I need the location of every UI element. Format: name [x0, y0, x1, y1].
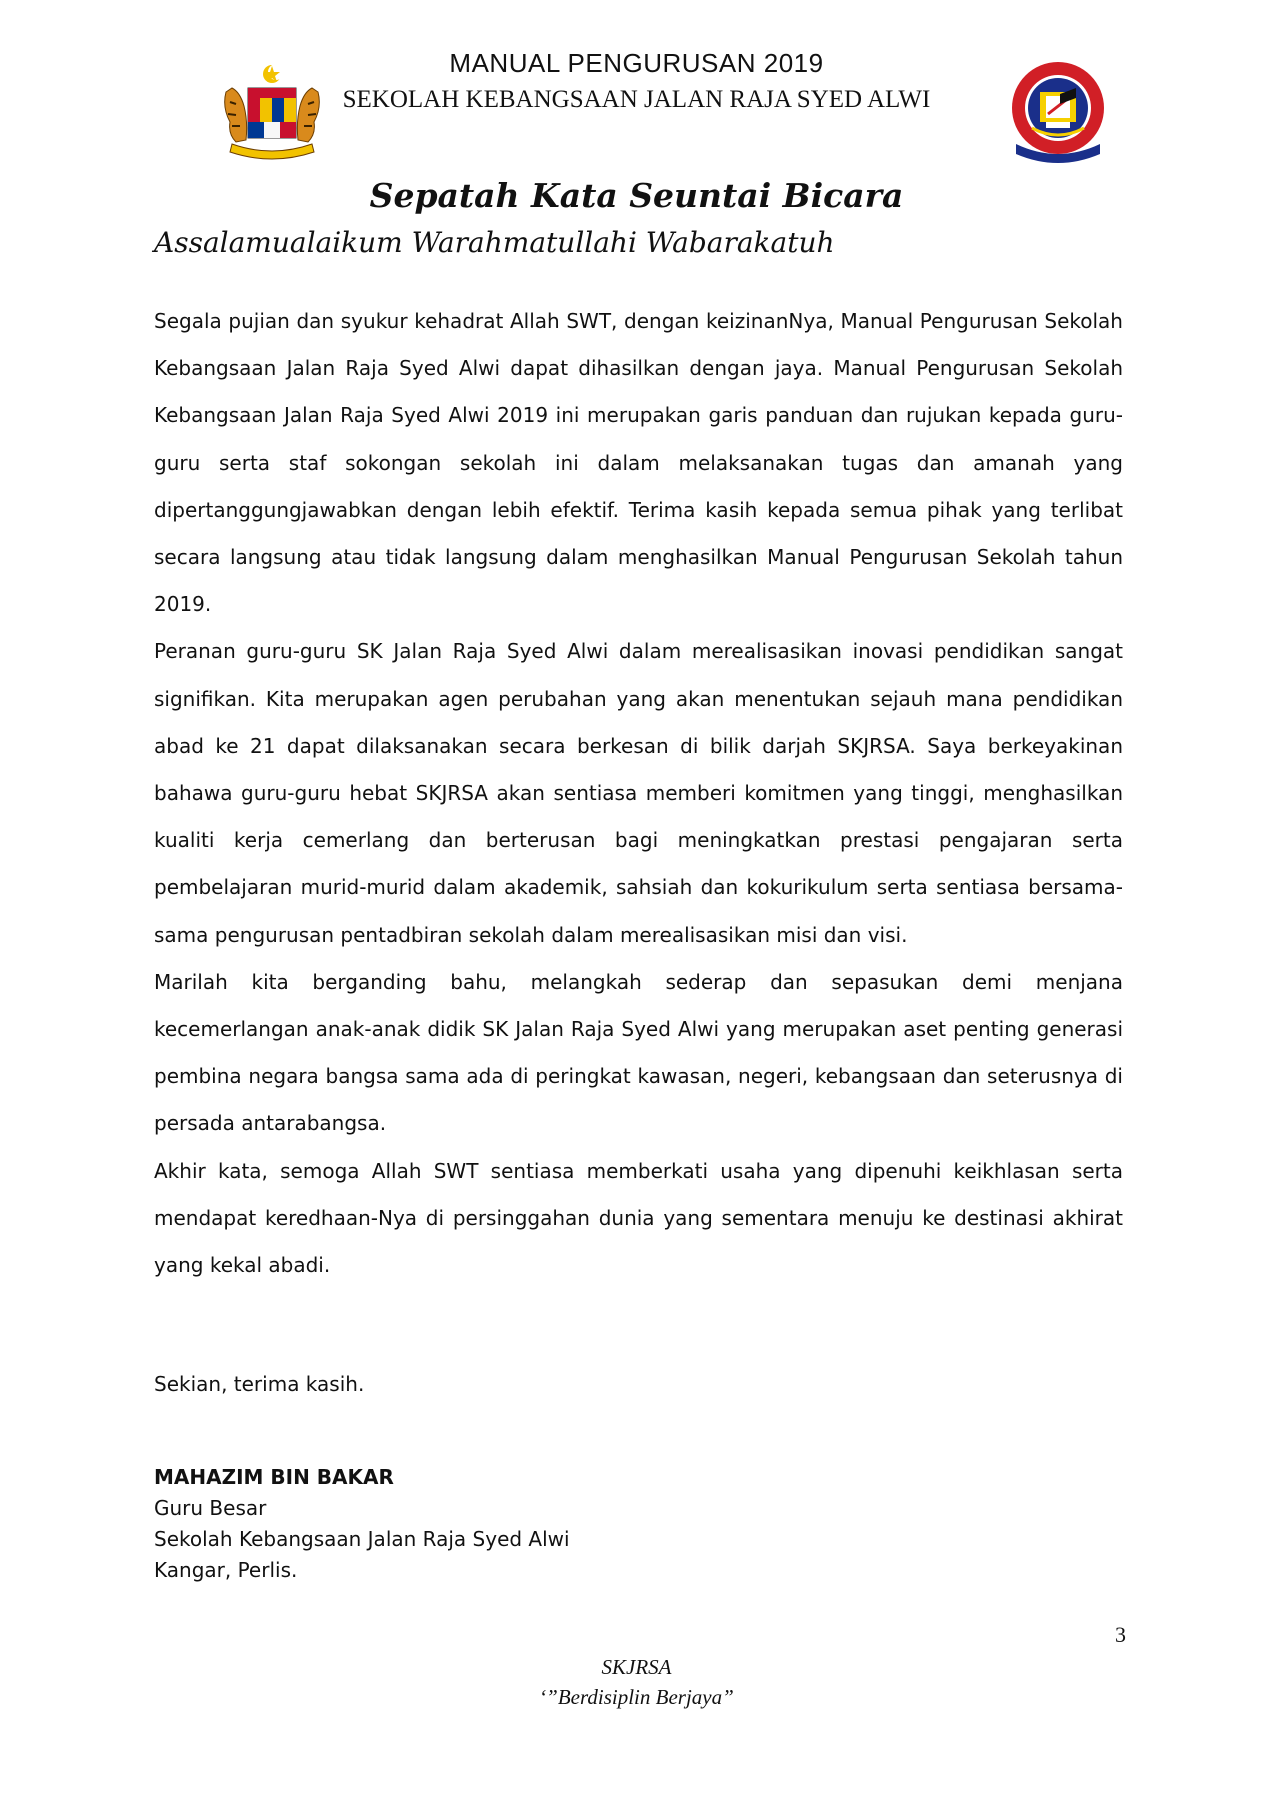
- signatory-location: Kangar, Perlis.: [154, 1558, 298, 1582]
- body-paragraph: Segala pujian dan syukur kehadrat Allah SWT, dengan keizinanNya, Manual Pengurusan Sekolah Kebangsaan Jalan Raja Syed Alwi dapat dihasilkan dengan jaya. Manual Pengurusan Sekolah Kebangsaan Jalan Raja Syed Alwi 2019 ini merupakan garis panduan dan rujukan kepada guru-guru serta staf sokongan sekolah ini dalam melaksanakan tugas dan amanah yang dipertanggungjawabkan dengan lebih efektif. Terima kasih kepada semua pihak yang terlibat secara langsung atau tidak langsung dalam menghasilkan Manual Pengurusan Sekolah tahun 2019.: [154, 309, 1123, 617]
- body-paragraph: Peranan guru-guru SK Jalan Raja Syed Alwi dalam merealisasikan inovasi pendidikan sangat signifikan. Kita merupakan agen perubahan yang akan menentukan sejauh mana pendidikan abad ke 21 dapat dilaksanakan secara berkesan di bilik darjah SKJRSA. Saya berkeyakinan bahawa guru-guru hebat SKJRSA akan sentiasa memberi komitmen yang tinggi, menghasilkan kualiti kerja cemerlang dan berterusan bagi meningkatkan prestasi pengajaran serta pembelajaran murid-murid dalam akademik, sahsiah dan kokurikulum serta sentiasa bersama-sama pengurusan pentadbiran sekolah dalam merealisasikan misi dan visi.: [154, 639, 1123, 947]
- salutation: Assalamualaikum Warahmatullahi Wabarakatuh: [154, 226, 835, 259]
- body-paragraph: Akhir kata, semoga Allah SWT sentiasa memberkati usaha yang dipenuhi keikhlasan serta mendapat keredhaan-Nya di persinggahan dunia yang sementara menuju ke destinasi akhirat yang kekal abadi.: [154, 1158, 1123, 1278]
- page-footer: [0, 1652, 1273, 1712]
- page-number: 3: [1115, 1622, 1126, 1647]
- footer-school-code: SKJRSA: [601, 1655, 672, 1679]
- signatory-name: MAHAZIM BIN BAKAR: [154, 1465, 394, 1489]
- signatory-position: Guru Besar: [154, 1496, 267, 1520]
- signature-block: [154, 1462, 570, 1586]
- document-title: Sepatah Kata Seuntai Bicara: [369, 176, 904, 215]
- footer-motto: ‘”Berdisiplin Berjaya”: [539, 1685, 734, 1709]
- document-body: [154, 298, 1123, 1289]
- signatory-school: Sekolah Kebangsaan Jalan Raja Syed Alwi: [154, 1527, 570, 1551]
- document-header-title: MANUAL PENGURUSAN 2019: [449, 48, 824, 78]
- body-paragraph: Marilah kita berganding bahu, melangkah sederap dan sepasukan demi menjana kecemerlangan anak-anak didik SK Jalan Raja Syed Alwi yang merupakan aset penting generasi pembina negara bangsa sama ada di peringkat kawasan, negeri, kebangsaan dan seterusnya di persada antarabangsa.: [154, 969, 1123, 1136]
- school-crest-icon: [1002, 58, 1114, 166]
- document-header-subtitle: SEKOLAH KEBANGSAAN JALAN RAJA SYED ALWI: [342, 86, 931, 113]
- closing-line: Sekian, terima kasih.: [154, 1372, 365, 1396]
